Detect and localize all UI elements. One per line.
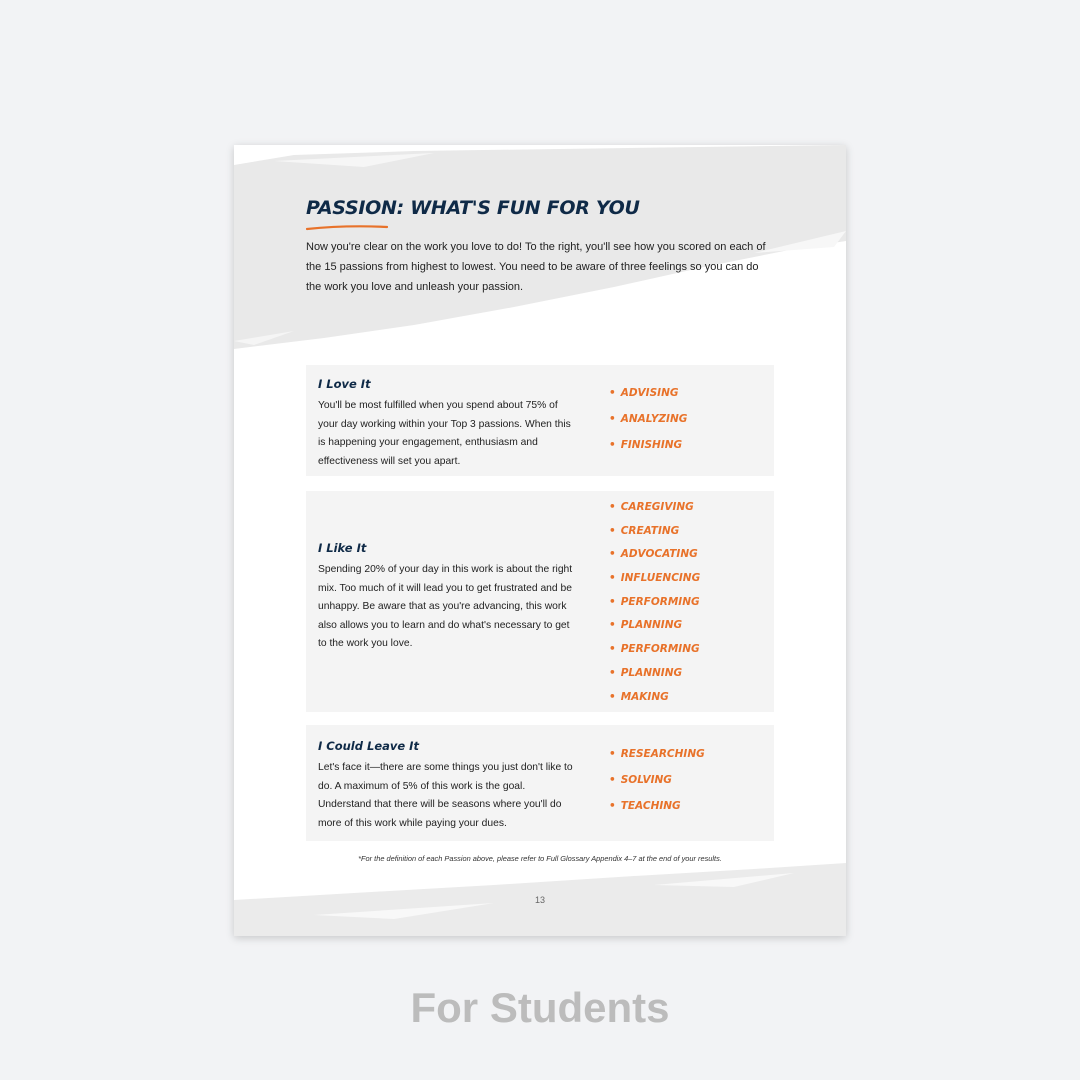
list-item: • CREATING bbox=[609, 525, 700, 549]
footnote: *For the definition of each Passion above, please refer to Full Glossary Appendix 4–7 at the end of your results. bbox=[358, 854, 722, 863]
passion-list bbox=[609, 387, 687, 465]
passion-list bbox=[609, 501, 700, 714]
page-title: PASSION: WHAT'S FUN FOR YOU bbox=[306, 197, 640, 219]
list-item: • ANALYZING bbox=[609, 413, 687, 439]
list-item: • ADVISING bbox=[609, 387, 687, 413]
list-item: • MAKING bbox=[609, 691, 700, 715]
list-item: • PERFORMING bbox=[609, 643, 700, 667]
section-body: You'll be most fulfilled when you spend about 75% of your day working within your Top 3 passions. When this is happening your engagement, enthusiasm and effectiveness will set you apart. bbox=[318, 400, 571, 467]
list-item: • ADVOCATING bbox=[609, 548, 700, 572]
section-heading: I Could Leave It bbox=[318, 739, 419, 753]
list-item: • INFLUENCING bbox=[609, 572, 700, 596]
section-heading: I Like It bbox=[318, 541, 367, 555]
list-item: • PLANNING bbox=[609, 667, 700, 691]
list-item: • PLANNING bbox=[609, 619, 700, 643]
list-item: • TEACHING bbox=[609, 800, 705, 826]
list-item: • CAREGIVING bbox=[609, 501, 700, 525]
page-number: 13 bbox=[534, 895, 545, 905]
intro-paragraph: Now you're clear on the work you love to do! To the right, you'll see how you scored on each of the 15 passions from highest to lowest. You need to be aware of three feelings so you can do the work you love and unleash your passion. bbox=[306, 241, 766, 293]
list-item: • PERFORMING bbox=[609, 596, 700, 620]
section-body: Let's face it—there are some things you just don't like to do. A maximum of 5% of this work is the goal. Understand that there will be seasons where you'll do more of this work while paying your dues. bbox=[318, 762, 573, 829]
list-item: • RESEARCHING bbox=[609, 748, 705, 774]
section-card-like bbox=[306, 491, 774, 712]
title-underline bbox=[306, 225, 388, 231]
passion-list bbox=[609, 748, 705, 826]
section-heading: I Love It bbox=[318, 377, 371, 391]
list-item: • FINISHING bbox=[609, 439, 687, 465]
section-card-leave bbox=[306, 725, 774, 841]
section-card-love bbox=[306, 365, 774, 476]
caption-for-students: For Students bbox=[410, 984, 670, 1031]
list-item: • SOLVING bbox=[609, 774, 705, 800]
workbook-page bbox=[234, 145, 846, 936]
section-body: Spending 20% of your day in this work is about the right mix. Too much of it will lead you to get frustrated and be unhappy. Be aware that as you're advancing, this work also allows you to learn and do what's necessary to get to the work you love. bbox=[318, 564, 573, 650]
